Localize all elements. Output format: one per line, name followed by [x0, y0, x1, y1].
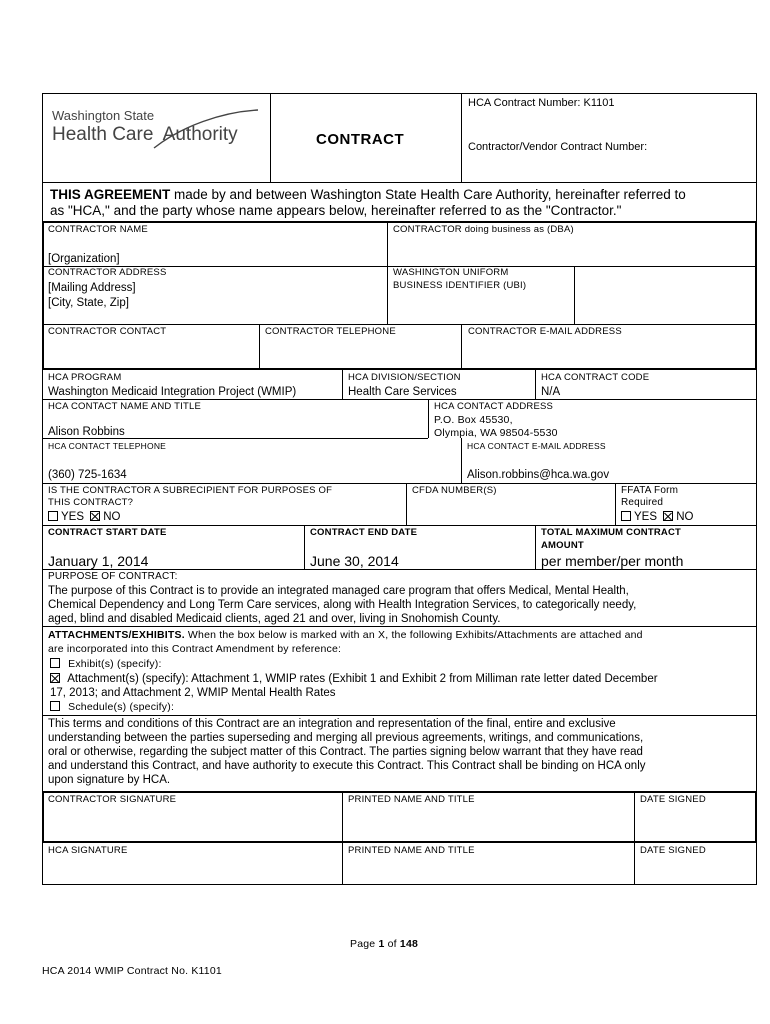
purpose-text	[48, 584, 636, 626]
start-date-value: January 1, 2014	[48, 553, 149, 569]
logo-line2: Health Care	[52, 124, 154, 145]
footer-doc-id: HCA 2014 WMIP Contract No. K1101	[42, 965, 222, 977]
ffata-yes-checkbox[interactable]	[621, 511, 631, 521]
ffata-no-label: NO	[676, 511, 694, 523]
hca-contact-email-value: Alison.robbins@hca.wa.gov	[467, 469, 610, 481]
hca-contact-address-line1: P.O. Box 45530,	[434, 414, 513, 426]
hca-contact-phone-value: (360) 725-1634	[48, 469, 127, 481]
printed-name-label-2: PRINTED NAME AND TITLE	[348, 845, 475, 856]
max-amount-value: per member/per month	[541, 553, 684, 569]
contractor-date-field[interactable]	[637, 808, 754, 840]
contractor-printed-name-field[interactable]	[345, 808, 632, 840]
contractor-dba-label: CONTRACTOR doing business as (DBA)	[393, 224, 574, 235]
attachments-label: ATTACHMENTS/EXHIBITS.	[48, 629, 185, 641]
max-amount-label-2: AMOUNT	[541, 540, 584, 551]
purpose-label: PURPOSE OF CONTRACT:	[48, 571, 178, 582]
subrecipient-options	[48, 510, 120, 524]
exhibits-checkbox[interactable]	[50, 658, 60, 668]
attachments-intro-2: are incorporated into this Contract Amendment by reference:	[48, 643, 342, 655]
contractor-address-label: CONTRACTOR ADDRESS	[48, 267, 167, 278]
max-amount-label-1: TOTAL MAXIMUM CONTRACT	[541, 527, 682, 538]
exhibits-row	[50, 658, 162, 670]
ffata-options	[621, 510, 693, 524]
ffata-label-1: FFATA Form	[621, 485, 679, 496]
logo-line3: Authority	[162, 124, 238, 145]
page-number	[350, 938, 418, 950]
date-signed-label-2: DATE SIGNED	[640, 845, 706, 856]
exhibits-label: Exhibit(s) (specify):	[68, 658, 162, 670]
contractor-signature-field[interactable]	[45, 808, 340, 840]
ffata-no-checkbox[interactable]	[663, 511, 673, 521]
page-of: of	[384, 938, 400, 950]
contractor-address-line2[interactable]: [City, State, Zip]	[48, 297, 129, 309]
contractor-name-value[interactable]: [Organization]	[48, 253, 120, 265]
subrecipient-yes-checkbox[interactable]	[48, 511, 58, 521]
hca-date-field[interactable]	[637, 858, 754, 882]
hca-code-value: N/A	[541, 386, 561, 398]
contractor-email-label: CONTRACTOR E-MAIL ADDRESS	[468, 326, 622, 337]
logo-line1: Washington State	[52, 108, 155, 123]
attachments-intro-1: When the box below is marked with an X, the following Exhibits/Attachments are attached and	[184, 629, 643, 641]
subrecipient-yes-label: YES	[61, 511, 85, 523]
hca-division-value: Health Care Services	[348, 386, 457, 398]
page-prefix: Page	[350, 938, 379, 950]
hca-code-label: HCA CONTRACT CODE	[541, 372, 650, 383]
hca-signature-label: HCA SIGNATURE	[48, 845, 128, 856]
attachments-intro	[48, 629, 643, 641]
schedules-row	[50, 701, 174, 713]
logo-swoosh-icon	[152, 108, 262, 152]
subrecipient-no-label: NO	[103, 511, 121, 523]
schedules-checkbox[interactable]	[50, 701, 60, 711]
date-signed-label-1: DATE SIGNED	[640, 794, 706, 805]
terms-line5: upon signature by HCA.	[48, 774, 171, 786]
page-total: 148	[399, 938, 419, 950]
hca-contact-name-value: Alison Robbins	[48, 426, 125, 438]
contractor-block	[42, 221, 757, 370]
contractor-contract-number: Contractor/Vendor Contract Number:	[468, 141, 648, 153]
agreement-text	[50, 187, 686, 219]
subrecipient-question-1: IS THE CONTRACTOR A SUBRECIPIENT FOR PURPOSES OF	[48, 485, 333, 496]
cfda-label: CFDA NUMBER(S)	[412, 485, 497, 496]
purpose-line3: aged, blind and disabled Medicaid clients, aged 21 and over, living in Snohomish County.	[48, 613, 501, 625]
page-current: 1	[378, 938, 385, 950]
schedules-label: Schedule(s) (specify):	[68, 701, 175, 713]
hca-division-label: HCA DIVISION/SECTION	[348, 372, 461, 383]
contractor-telephone-label: CONTRACTOR TELEPHONE	[265, 326, 396, 337]
attachment-checkbox[interactable]	[50, 673, 60, 683]
doc-title: CONTRACT	[316, 131, 405, 148]
terms-line3: oral or otherwise, regarding the subject matter of this Contract. The parties signing below warrant that they have read	[48, 746, 643, 758]
contractor-address-line1[interactable]: [Mailing Address]	[48, 282, 136, 294]
start-date-label: CONTRACT START DATE	[48, 527, 167, 538]
hca-contact-email-label: HCA CONTACT E-MAIL ADDRESS	[467, 441, 606, 451]
purpose-line1: The purpose of this Contract is to provide an integrated managed care program that offers Medical, Mental Health,	[48, 585, 629, 597]
hca-contact-phone-label: HCA CONTACT TELEPHONE	[48, 441, 167, 451]
hca-contact-address-line2: Olympia, WA 98504-5530	[434, 427, 558, 439]
contractor-name-label: CONTRACTOR NAME	[48, 224, 148, 235]
contractor-contact-label: CONTRACTOR CONTACT	[48, 326, 167, 337]
hca-program-label: HCA PROGRAM	[48, 372, 122, 383]
hca-program-value: Washington Medicaid Integration Project (WMIP)	[48, 386, 297, 398]
hca-logo	[52, 108, 262, 156]
terms-line1: This terms and conditions of this Contract are an integration and representation of the final, entire and exclusive	[48, 718, 616, 730]
hca-signature-field[interactable]	[45, 858, 340, 882]
attachment-row	[50, 672, 658, 686]
terms-line4: and understand this Contract, and have authority to execute this Contract. This Contract shall be binding on HCA only	[48, 760, 646, 772]
agreement-line1: made by and between Washington State Health Care Authority, hereinafter referred to	[170, 187, 686, 202]
printed-name-label-1: PRINTED NAME AND TITLE	[348, 794, 475, 805]
agreement-bold: THIS AGREEMENT	[50, 187, 171, 202]
terms-text	[48, 717, 646, 787]
purpose-line2: Chemical Dependency and Long Term Care services, along with Health Integration Services, to categorically needy,	[48, 599, 637, 611]
terms-line2: understanding between the parties superseding and merging all previous agreements, writings, and communications,	[48, 732, 644, 744]
ubi-label-2: BUSINESS IDENTIFIER (UBI)	[393, 280, 527, 291]
ubi-label-1: WASHINGTON UNIFORM	[393, 267, 509, 278]
hca-printed-name-field[interactable]	[345, 858, 632, 882]
agreement-line2: as "HCA," and the party whose name appears below, hereinafter referred to as the "Contractor."	[50, 203, 622, 218]
contractor-signature-label: CONTRACTOR SIGNATURE	[48, 794, 177, 805]
end-date-value: June 30, 2014	[310, 553, 399, 569]
subrecipient-question-2: THIS CONTRACT?	[48, 497, 134, 508]
ffata-yes-label: YES	[634, 511, 658, 523]
attachment-line1: Attachment(s) (specify): Attachment 1, WMIP rates (Exhibit 1 and Exhibit 2 from Milliman rate letter dated December	[67, 673, 658, 685]
subrecipient-no-checkbox[interactable]	[90, 511, 100, 521]
hca-contact-name-label: HCA CONTACT NAME AND TITLE	[48, 401, 202, 412]
end-date-label: CONTRACT END DATE	[310, 527, 418, 538]
hca-contact-address-label: HCA CONTACT ADDRESS	[434, 401, 554, 412]
attachment-line2: 17, 2013; and Attachment 2, WMIP Mental Health Rates	[50, 687, 336, 699]
ffata-label-2: Required	[621, 497, 664, 508]
hca-contract-number: HCA Contract Number: K1101	[468, 97, 615, 109]
